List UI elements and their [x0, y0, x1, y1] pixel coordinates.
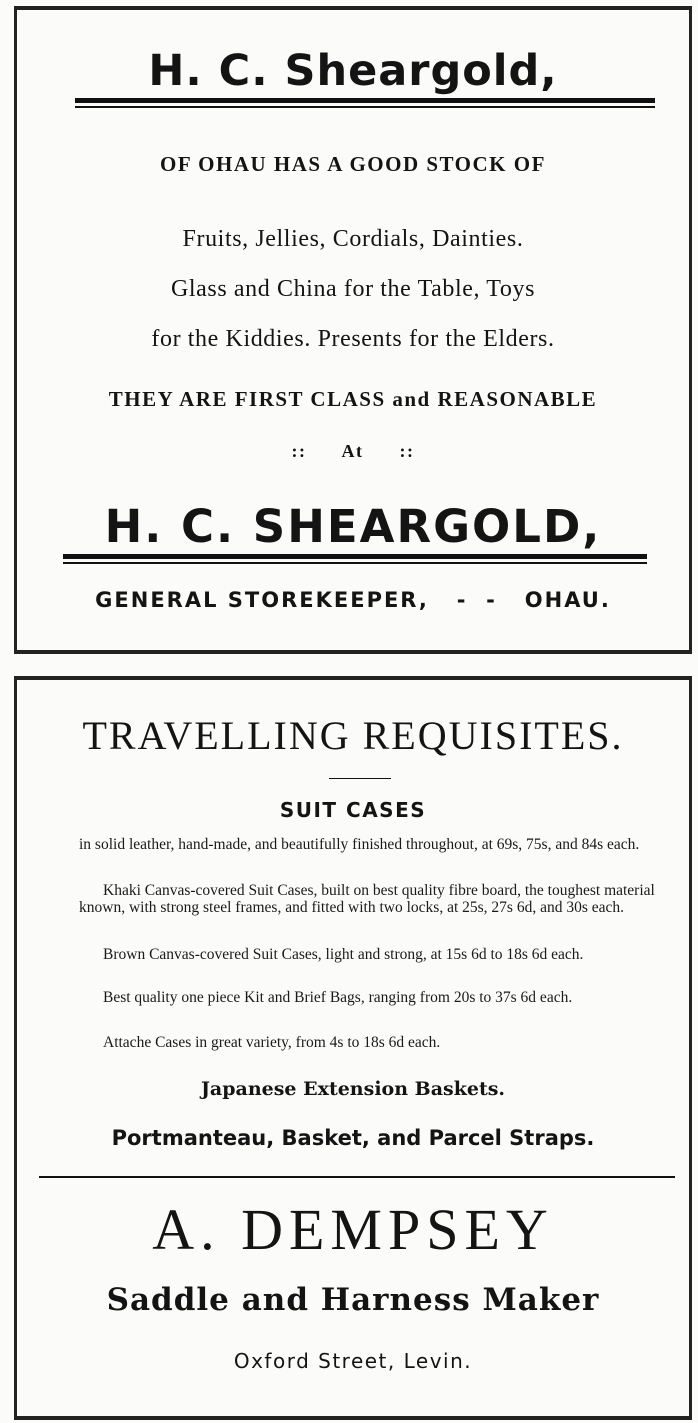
- goods-line-3: for the Kiddies. Presents for the Elders.: [151, 326, 555, 352]
- baskets-line: Japanese Extension Baskets.: [200, 1078, 506, 1100]
- at-line: :: At ::: [291, 441, 415, 461]
- section-divider: [39, 1176, 675, 1178]
- quality-line: THEY ARE FIRST CLASS and REASONABLE: [108, 387, 598, 411]
- paragraph-brown: Brown Canvas-covered Suit Cases, light and strong, at 15s 6d to 18s 6d each.: [103, 946, 584, 963]
- sheargold-heading: H. C. Sheargold,: [148, 46, 558, 96]
- top-border: [17, 676, 689, 680]
- stock-line: OF OHAU HAS A GOOD STOCK OF: [160, 152, 546, 176]
- dempsey-advertisement: [14, 676, 692, 1420]
- travelling-title: TRAVELLING REQUISITES.: [82, 713, 624, 758]
- trade-line: Saddle and Harness Maker: [106, 1282, 600, 1318]
- paragraph-leather: in solid leather, hand-made, and beautifully finished throughout, at 69s, 75s, and 84s each.: [79, 836, 640, 853]
- storekeeper-footer: GENERAL STOREKEEPER, - - OHAU.: [95, 588, 611, 612]
- sheargold-advertisement: [14, 6, 692, 654]
- name-rule-thin: [63, 562, 647, 564]
- paragraph-kit-bags: Best quality one piece Kit and Brief Bags, ranging from 20s to 37s 6d each.: [103, 989, 573, 1006]
- suit-cases-subtitle: SUIT CASES: [279, 798, 427, 822]
- bottom-border: [17, 650, 689, 654]
- name-rule: [63, 554, 647, 559]
- heading-rule-thin: [75, 106, 655, 108]
- top-border: [17, 6, 689, 10]
- address-line: Oxford Street, Levin.: [233, 1349, 473, 1373]
- paragraph-khaki: Khaki Canvas-covered Suit Cases, built on best quality fibre board, the toughest material known, with strong steel frames, and fitted with two locks, at 25s, 27s 6d, and 30s each.: [79, 882, 655, 916]
- sheargold-name-caps: H. C. SHEARGOLD,: [104, 500, 602, 553]
- paragraph-attache: Attache Cases in great variety, from 4s to 18s 6d each.: [103, 1034, 441, 1051]
- goods-line-2: Glass and China for the Table, Toys: [170, 276, 536, 302]
- goods-line-1: Fruits, Jellies, Cordials, Dainties.: [182, 226, 524, 252]
- bottom-border: [17, 1416, 689, 1420]
- heading-rule: [75, 98, 655, 103]
- title-divider: [329, 778, 391, 779]
- dempsey-name: A. DEMPSEY: [152, 1197, 554, 1262]
- straps-line: Portmanteau, Basket, and Parcel Straps.: [111, 1126, 595, 1150]
